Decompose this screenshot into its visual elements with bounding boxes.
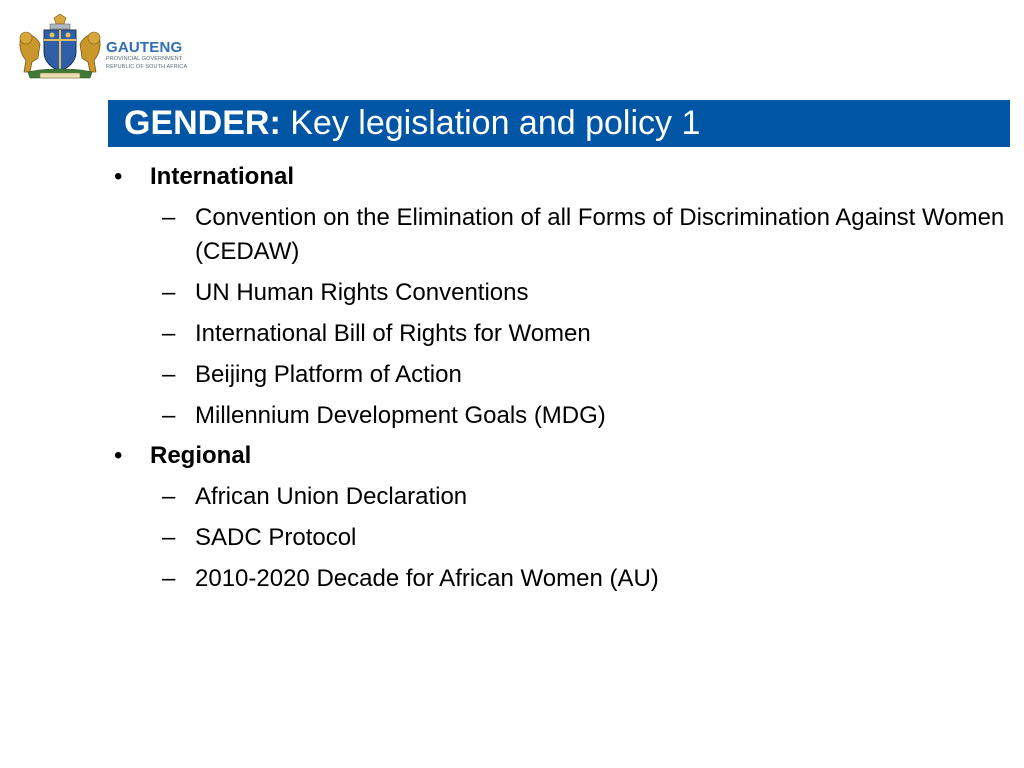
title-rest: Key legislation and policy 1 <box>280 104 701 142</box>
gauteng-logo <box>14 14 196 80</box>
section-heading: International <box>150 163 295 190</box>
list-item-text: Convention on the Elimination of all Forms of Discrimination Against Women (CEDAW) <box>195 204 1005 265</box>
logo-text <box>106 40 187 70</box>
logo-subtitle-2: REPUBLIC OF SOUTH AFRICA <box>106 63 188 70</box>
dash-icon: – <box>162 361 176 388</box>
list-item-text: African Union Declaration <box>195 483 468 510</box>
bullet-international <box>108 160 1008 194</box>
bullet-icon: • <box>114 163 123 190</box>
logo-subtitle-1: PROVINCIAL GOVERNMENT <box>106 56 183 62</box>
logo-name: GAUTENG <box>106 39 183 56</box>
slide-title <box>108 100 1010 147</box>
list-item <box>108 562 1008 596</box>
dash-icon: – <box>162 483 176 510</box>
list-item <box>108 201 1008 269</box>
list-item-text: Beijing Platform of Action <box>195 361 462 388</box>
list-item-text: SADC Protocol <box>195 524 357 551</box>
list-item <box>108 399 1008 433</box>
list-item <box>108 276 1008 310</box>
list-item <box>108 521 1008 555</box>
list-item-text: 2010-2020 Decade for African Women (AU) <box>195 565 659 592</box>
coat-of-arms-icon <box>14 14 106 80</box>
dash-icon: – <box>162 279 176 306</box>
list-item <box>108 480 1008 514</box>
dash-icon: – <box>162 204 176 231</box>
dash-icon: – <box>162 524 176 551</box>
list-item-text: UN Human Rights Conventions <box>195 279 529 306</box>
list-item <box>108 317 1008 351</box>
dash-icon: – <box>162 320 176 347</box>
title-bold: GENDER: <box>124 104 281 142</box>
slide-content <box>108 154 1008 596</box>
bullet-regional <box>108 439 1008 473</box>
section-heading: Regional <box>150 442 252 469</box>
list-item-text: Millennium Development Goals (MDG) <box>195 402 606 429</box>
dash-icon: – <box>162 402 176 429</box>
bullet-icon: • <box>114 442 123 469</box>
list-item <box>108 358 1008 392</box>
dash-icon: – <box>162 565 176 592</box>
list-item-text: International Bill of Rights for Women <box>195 320 591 347</box>
